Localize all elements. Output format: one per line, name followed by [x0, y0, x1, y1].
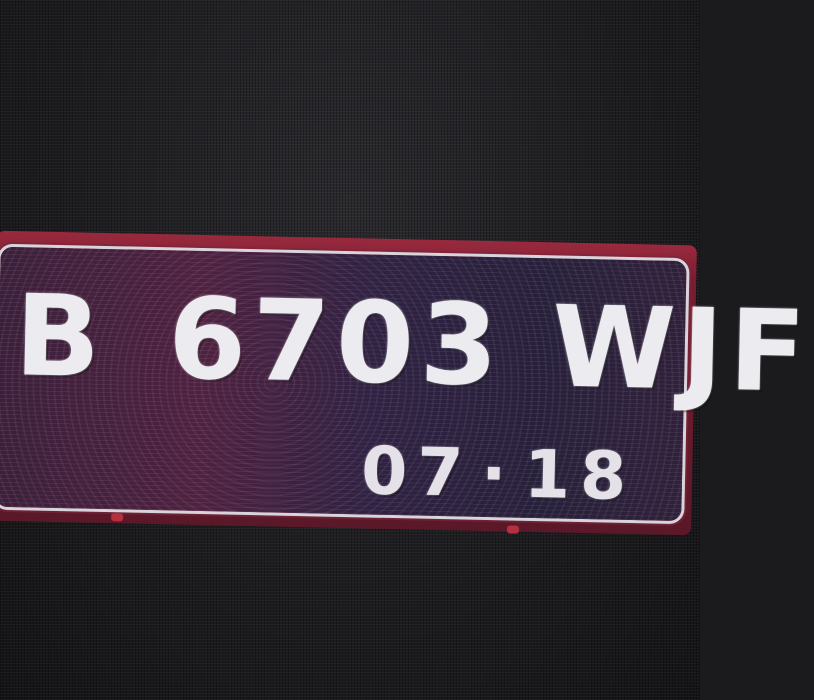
license-plate	[0, 231, 813, 536]
plate-expiry-separator: ·	[480, 434, 518, 513]
plate-number	[13, 271, 813, 418]
plate-expiry-month: 07	[360, 432, 475, 512]
plate-suffix: WJF	[550, 282, 813, 418]
plate-mount-tab	[507, 525, 519, 533]
plate-expiry-year: 18	[523, 435, 637, 516]
plate-expiry-date	[361, 432, 637, 515]
plate-region-code: B	[13, 271, 108, 403]
license-plate-face	[0, 247, 813, 521]
plate-mount-tab	[111, 513, 123, 521]
plate-digits: 6703	[166, 274, 506, 412]
